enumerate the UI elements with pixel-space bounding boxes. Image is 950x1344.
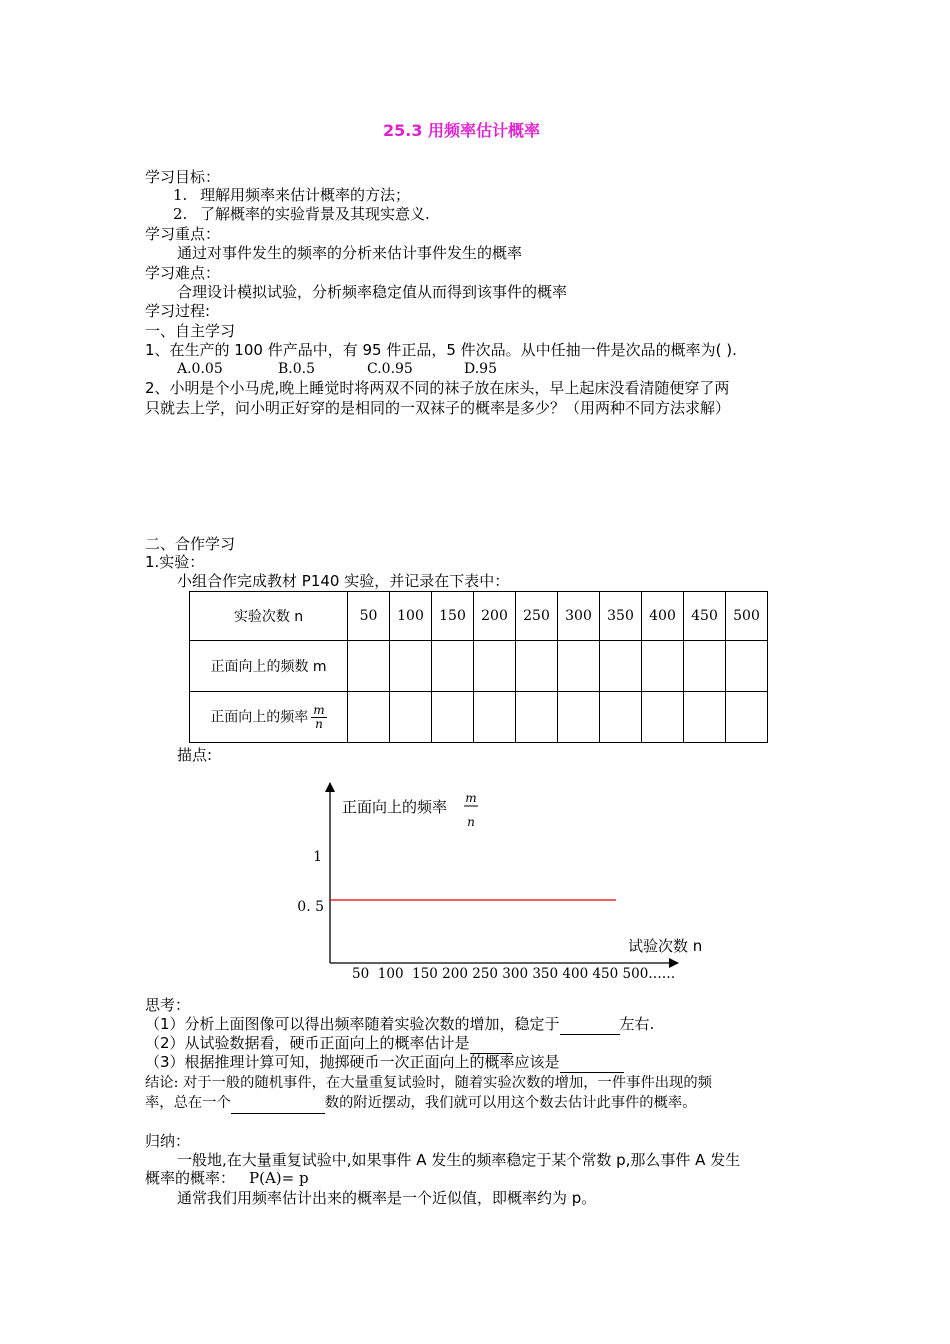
y-axis-label: 正面向上的频率 bbox=[342, 798, 448, 816]
table-cell: 500 bbox=[726, 592, 768, 641]
conclusion-line-2 bbox=[145, 1094, 697, 1114]
objectives-heading: 学习目标： bbox=[145, 168, 221, 186]
experiment-table bbox=[189, 591, 768, 743]
row-header-frequency-rate-label: 正面向上的频率 bbox=[210, 709, 309, 725]
probability-formula: P(A)= p bbox=[249, 1169, 309, 1187]
plot-label: 描点: bbox=[177, 746, 213, 764]
table-cell[interactable] bbox=[432, 692, 474, 743]
table-cell: 50 bbox=[348, 592, 390, 641]
thinking-heading: 思考： bbox=[145, 996, 191, 1014]
part1-question-2-line2: 只就去上学，问小明正好穿的是相同的一双袜子的概率是多少？（用两种不同方法求解） bbox=[145, 399, 731, 417]
y-axis-label-frac-num: m bbox=[465, 791, 477, 805]
y-axis-label-frac-den: n bbox=[467, 815, 475, 829]
difficulties-heading: 学习难点： bbox=[145, 264, 221, 282]
thinking-q1 bbox=[145, 1015, 654, 1035]
table-cell[interactable] bbox=[558, 641, 600, 692]
table-cell[interactable] bbox=[348, 692, 390, 743]
table-cell: 200 bbox=[474, 592, 516, 641]
conclusion-line-1: 结论: 对于一般的随机事件，在大量重复试验时，随着实验次数的增加，一件事件出现的频 bbox=[145, 1075, 712, 1091]
table-cell[interactable] bbox=[642, 641, 684, 692]
table-cell: 150 bbox=[432, 592, 474, 641]
table-cell: 400 bbox=[642, 592, 684, 641]
table-cell[interactable] bbox=[390, 692, 432, 743]
part1-question-1: 1、在生产的 100 件产品中，有 95 件正品，5 件次品。从中任抽一件是次品的概率为( ). bbox=[145, 341, 737, 359]
table-cell[interactable] bbox=[726, 692, 768, 743]
fraction bbox=[311, 704, 326, 731]
table-cell: 250 bbox=[516, 592, 558, 641]
table-cell[interactable] bbox=[642, 692, 684, 743]
conclusion-text: 率，总在一个 bbox=[145, 1095, 231, 1111]
row-header-frequency-count: 正面向上的频数 m bbox=[190, 641, 348, 692]
x-tick-labels: 50 100 150 200 250 300 350 400 450 500…… bbox=[352, 966, 676, 982]
table-cell[interactable] bbox=[726, 641, 768, 692]
table-cell[interactable] bbox=[474, 692, 516, 743]
table-cell[interactable] bbox=[348, 641, 390, 692]
process-heading: 学习过程: bbox=[145, 302, 211, 320]
table-cell: 300 bbox=[558, 592, 600, 641]
objective-item-1: 理解用频率来估计概率的方法； bbox=[200, 186, 411, 204]
table-cell[interactable] bbox=[390, 641, 432, 692]
objective-item-2: 了解概率的实验背景及其现实意义. bbox=[200, 205, 430, 223]
objective-item-1-num: 1. bbox=[173, 186, 188, 204]
table-row bbox=[190, 592, 768, 641]
table-cell[interactable] bbox=[684, 692, 726, 743]
summary-line-1: 一般地,在大量重复试验中,如果事件 A 发生的频率稳定于某个常数 p,那么事件 A 发生 bbox=[177, 1151, 741, 1169]
page-title: 25.3 用频率估计概率 bbox=[383, 121, 541, 140]
q1-option-a: A.0.05 bbox=[177, 361, 223, 377]
difficulties-text: 合理设计模拟试验，分析频率稳定值从而得到该事件的概率 bbox=[177, 283, 568, 301]
thinking-q3-text: （3）根据推理计算可知，抛掷硬币一次正面向上的概率应该是 bbox=[145, 1053, 560, 1071]
summary-line-3: 通常我们用频率估计出来的概率是一个近似值，即概率约为 p。 bbox=[177, 1189, 597, 1207]
y-tick-label-0-5: 0. 5 bbox=[297, 899, 324, 915]
q1-option-d: D.95 bbox=[464, 361, 497, 377]
table-cell[interactable] bbox=[474, 641, 516, 692]
table-cell[interactable] bbox=[600, 692, 642, 743]
summary-heading: 归纳： bbox=[145, 1132, 191, 1150]
experiment-text: 小组合作完成教材 P140 实验，并记录在下表中： bbox=[177, 572, 510, 590]
row-header-trials: 实验次数 n bbox=[190, 592, 348, 641]
answer-blank[interactable] bbox=[560, 1053, 624, 1073]
key-points-text: 通过对事件发生的频率的分析来估计事件发生的概率 bbox=[177, 244, 523, 262]
table-cell: 350 bbox=[600, 592, 642, 641]
thinking-q2 bbox=[145, 1034, 512, 1054]
table-row bbox=[190, 692, 768, 743]
part1-heading: 一、自主学习 bbox=[145, 322, 236, 340]
objective-item-2-num: 2. bbox=[173, 205, 188, 223]
thinking-q1-text: （1）分析上面图像可以得出频率随着实验次数的增加，稳定于 bbox=[145, 1015, 560, 1033]
thinking-q2-text: （2）从试验数据看，硬币正面向上的概率估计是 bbox=[145, 1034, 470, 1052]
table-cell[interactable] bbox=[684, 641, 726, 692]
key-points-heading: 学习重点： bbox=[145, 225, 221, 243]
answer-blank[interactable] bbox=[231, 1094, 325, 1114]
table-cell: 450 bbox=[684, 592, 726, 641]
x-axis-label: 试验次数 n bbox=[628, 937, 703, 955]
table-row bbox=[190, 641, 768, 692]
table-cell[interactable] bbox=[558, 692, 600, 743]
table-cell: 100 bbox=[390, 592, 432, 641]
table-cell[interactable] bbox=[600, 641, 642, 692]
q1-option-b: B.0.5 bbox=[278, 361, 316, 377]
row-header-frequency-rate bbox=[190, 692, 348, 743]
table-cell[interactable] bbox=[516, 692, 558, 743]
thinking-q1-suffix: 左右. bbox=[619, 1015, 655, 1033]
fraction-numerator: m bbox=[313, 702, 325, 717]
part1-question-2-line1: 2、小明是个小马虎,晚上睡觉时将两双不同的袜子放在床头，早上起床没看清随便穿了两 bbox=[145, 379, 730, 397]
q1-option-c: C.0.95 bbox=[367, 361, 413, 377]
table-cell[interactable] bbox=[432, 641, 474, 692]
experiment-heading: 1.实验： bbox=[145, 553, 205, 571]
summary-line-2 bbox=[145, 1169, 309, 1188]
fraction-denominator: n bbox=[315, 716, 323, 731]
y-tick-label-1: 1 bbox=[313, 849, 322, 865]
frequency-chart bbox=[290, 775, 703, 985]
answer-blank[interactable] bbox=[470, 1034, 512, 1054]
summary-line-2-text: 概率的概率： bbox=[145, 1169, 236, 1187]
thinking-q3 bbox=[145, 1053, 624, 1073]
answer-blank[interactable] bbox=[560, 1015, 620, 1035]
table-cell[interactable] bbox=[516, 641, 558, 692]
part2-heading: 二、合作学习 bbox=[145, 535, 236, 553]
conclusion-suffix: 数的附近摆动，我们就可以用这个数去估计此事件的概率。 bbox=[324, 1095, 697, 1111]
